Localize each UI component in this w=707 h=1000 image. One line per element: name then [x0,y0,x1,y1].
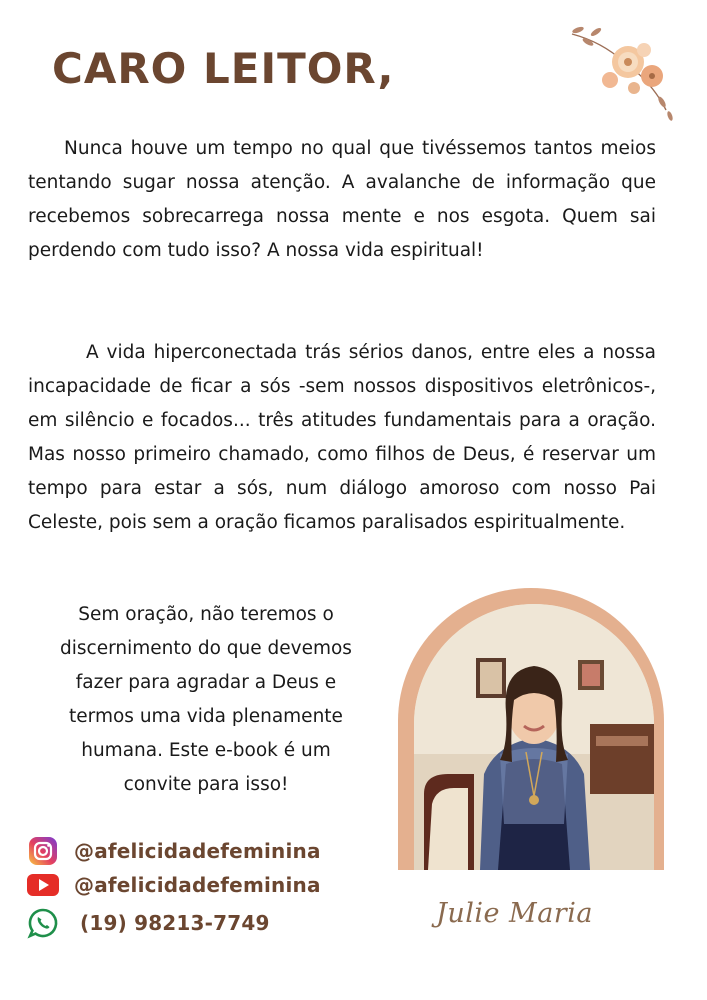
callout-line: discernimento do que devemos [60,638,352,659]
callout-line: fazer para agradar a Deus e [75,672,337,693]
whatsapp-phone: (19) 98213-7749 [80,911,270,935]
youtube-icon [26,870,60,900]
page-title: CARO LEITOR, [52,44,395,93]
second-paragraph: A vida hiperconectada trás sérios danos, entre eles a nossa incapacidade de ficar a sós -sem nossos dispositivos eletrônicos-, em silêncio e focados... três atitudes fundamentais para a oração. Mas nosso primeiro chamado, como filhos de Deus, é reservar um tempo para estar a sós, num diálogo amoroso com nosso Pai Celeste, pois sem a oração ficamos paralisados espiritualmente. [28,342,656,533]
author-signature: Julie Maria [436,898,593,929]
instagram-handle: @afelicidadefeminina [74,839,321,863]
whatsapp-contact[interactable] [26,908,270,938]
callout-line: termos uma vida plenamente [69,706,343,727]
flower-decoration-icon [562,22,680,122]
instagram-icon [26,836,60,866]
callout-text [34,598,378,802]
youtube-handle: @afelicidadefeminina [74,873,321,897]
youtube-contact[interactable] [26,870,321,900]
whatsapp-icon [26,908,60,938]
callout-line: humana. Este e-book é um [81,740,331,761]
intro-paragraph: Nunca houve um tempo no qual que tivéssemos tantos meios tentando sugar nossa atenção. A avalanche de informação que recebemos sobrecarrega nossa mente e nos esgota. Quem sai perdendo com tudo isso? A nossa vida espiritual! [28,138,656,261]
callout-line: Sem oração, não teremos o [78,604,334,625]
instagram-contact[interactable] [26,836,321,866]
callout-line: convite para isso! [123,774,289,795]
author-photo [414,604,654,870]
